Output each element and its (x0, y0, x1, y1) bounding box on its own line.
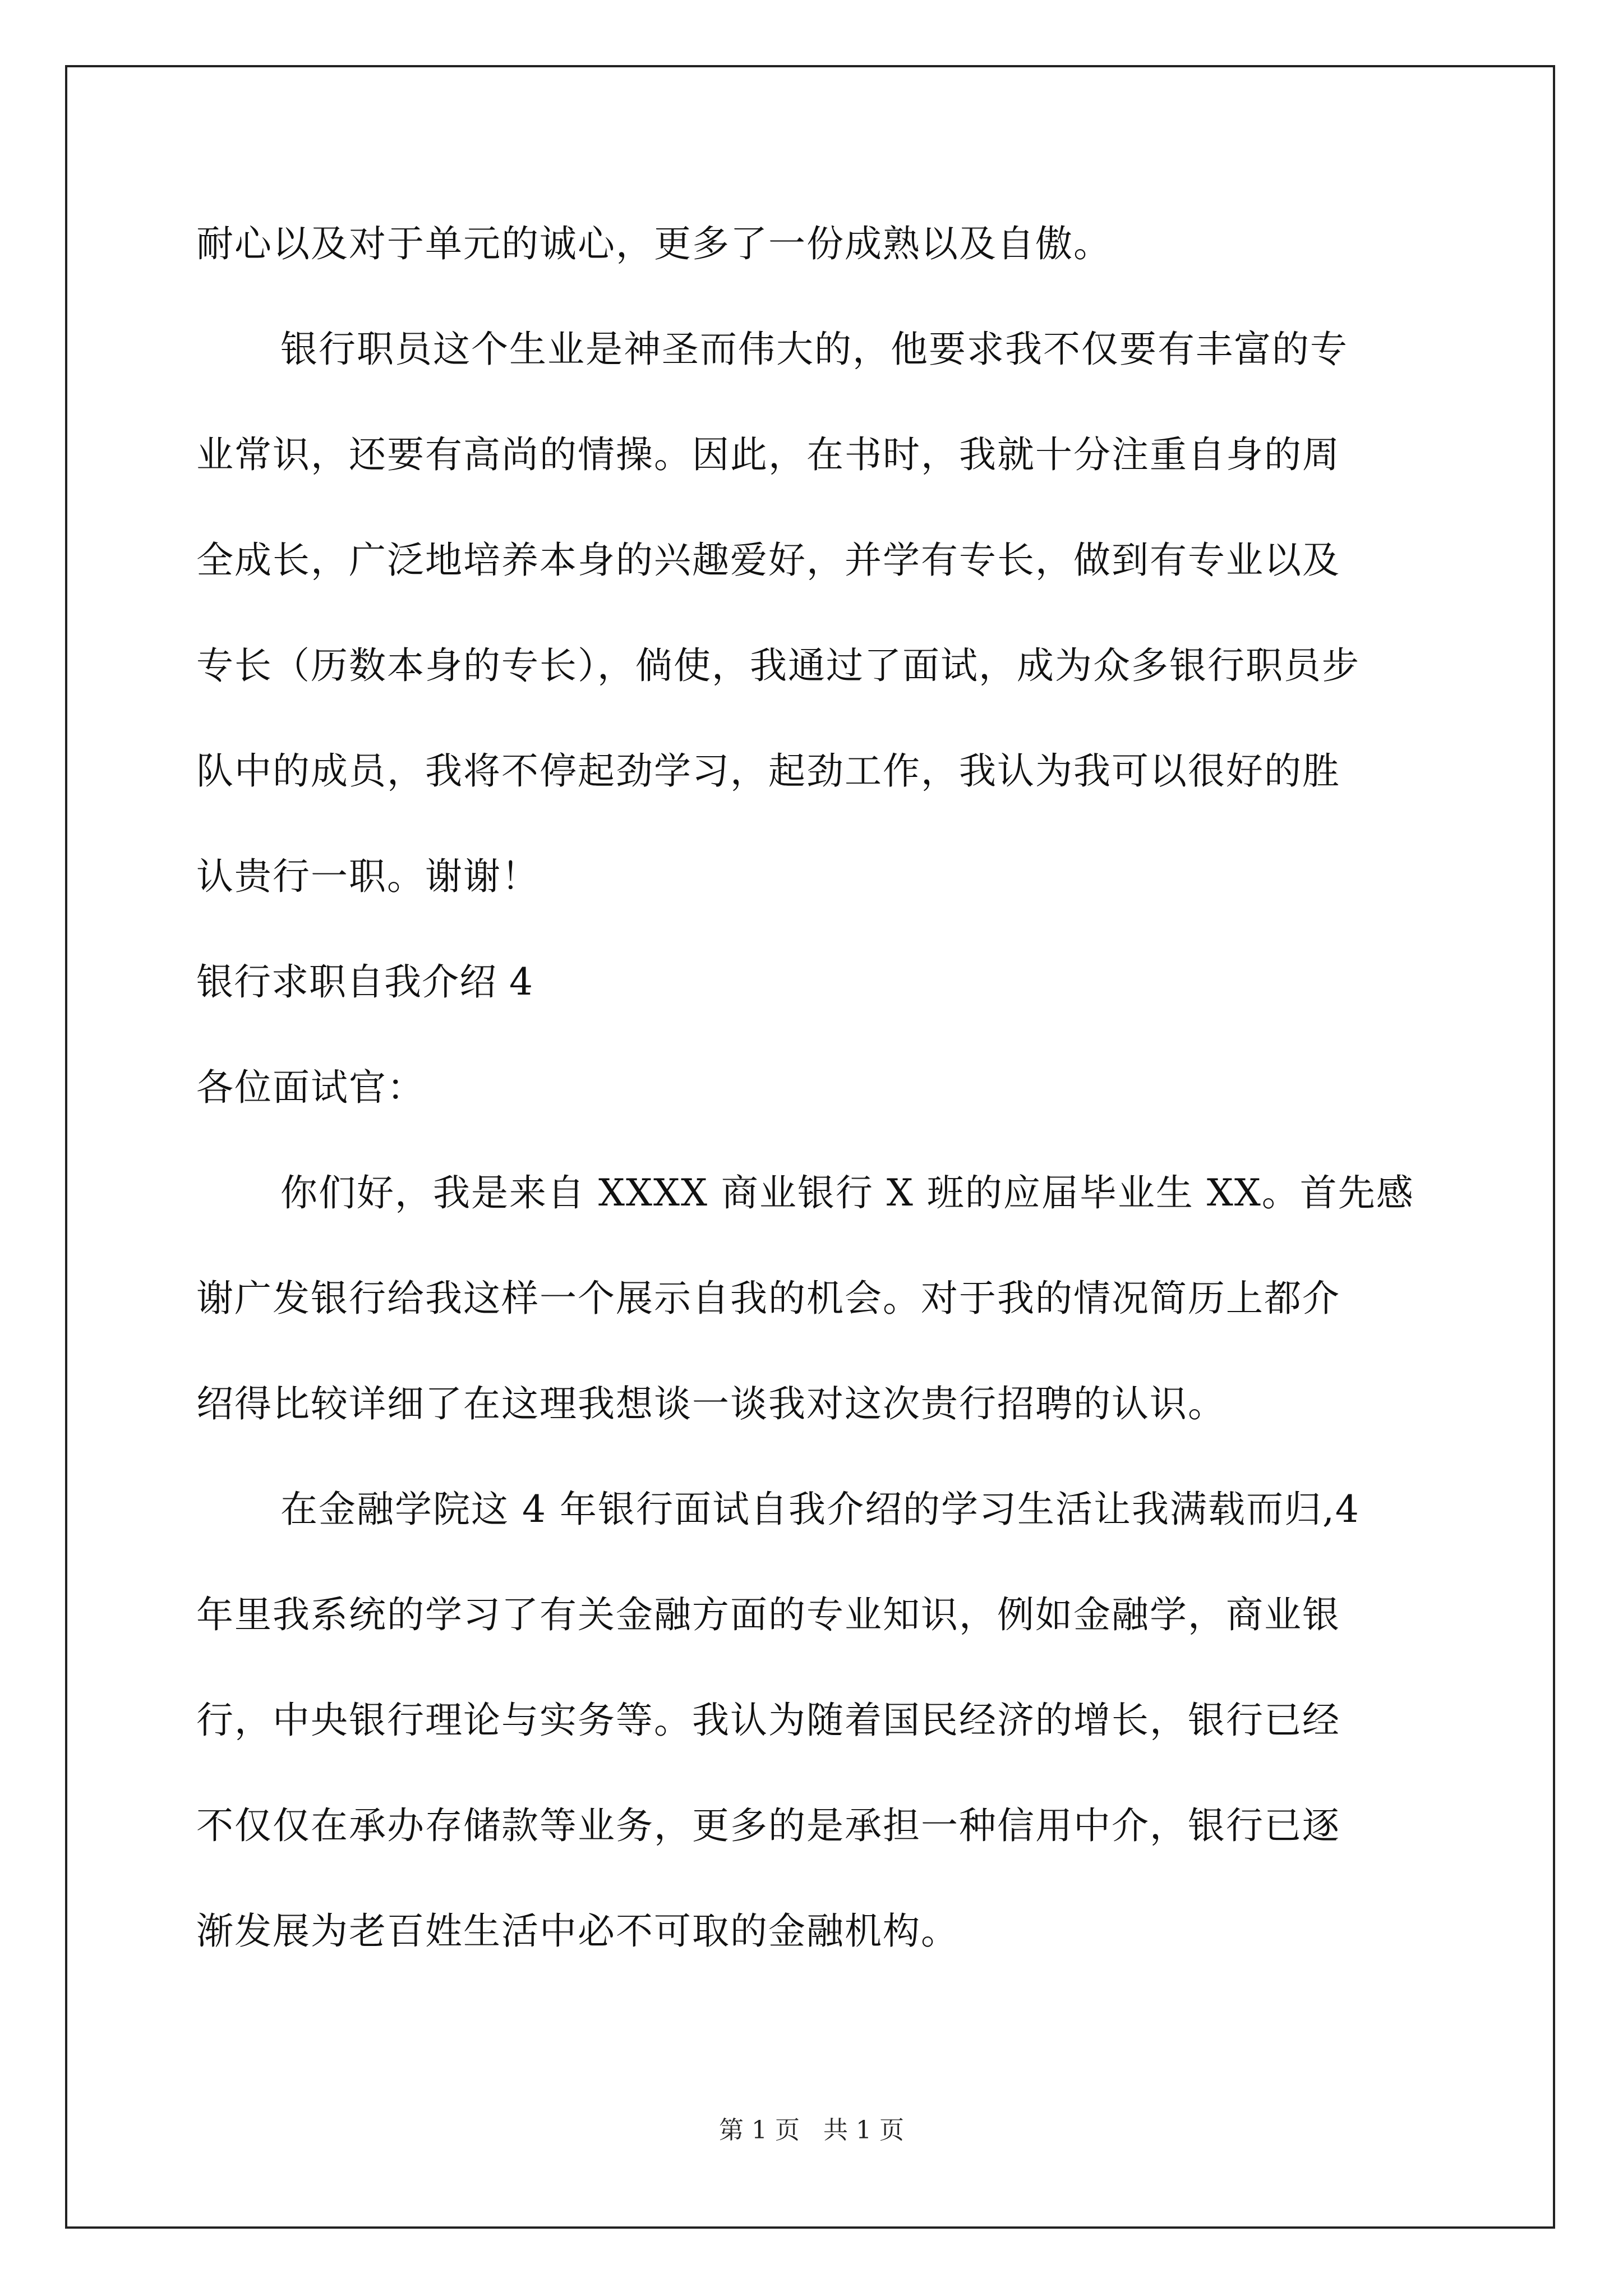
text-line: 年里我系统的学习了有关金融方面的专业知识，例如金融学，商业银 (196, 1593, 1340, 1636)
salutation: 各位面试官： (196, 1066, 425, 1109)
text-line: 谢广发银行给我这样一个展示自我的机会。对于我的情况简历上都介 (196, 1277, 1340, 1320)
paragraph-start: 银行职员这个生业是神圣而伟大的，他要求我不仅要有丰富的专 (280, 328, 1348, 371)
page-footer (0, 2114, 1623, 2147)
text-line: 全成长，广泛地培养本身的兴趣爱好，并学有专长，做到有专业以及 (196, 539, 1340, 582)
text-line: 绍得比较详细了在这理我想谈一谈我对这次贵行招聘的认识。 (196, 1382, 1226, 1425)
text-line: 不仅仅在承办存储款等业务，更多的是承担一种信用中介，银行已逐 (196, 1804, 1340, 1847)
text-line: 行，中央银行理论与实务等。我认为随着国民经济的增长，银行已经 (196, 1699, 1340, 1742)
text-line: 业常识，还要有高尚的情操。因此，在书时，我就十分注重自身的周 (196, 433, 1340, 476)
page-number: 第 1 页 (719, 2116, 800, 2145)
text-line: 渐发展为老百姓生活中必不可取的金融机构。 (196, 1910, 959, 1953)
paragraph-start: 你们好，我是来自 XXXX 商业银行 X 班的应届毕业生 XX。首先感 (280, 1171, 1414, 1214)
text-line: 认贵行一职。谢谢！ (196, 855, 540, 898)
section-heading: 银行求职自我介绍 4 (196, 960, 533, 1004)
document-body (196, 213, 1430, 2006)
text-line: 耐心以及对于单元的诚心，更多了一份成熟以及自傲。 (196, 222, 1112, 265)
page-total: 共 1 页 (823, 2116, 904, 2145)
text-line: 专长（历数本身的专长），倘使，我通过了面试，成为众多银行职员步 (196, 644, 1360, 687)
text-line: 队中的成员，我将不停起劲学习，起劲工作，我认为我可以很好的胜 (196, 749, 1340, 793)
paragraph-start: 在金融学院这 4 年银行面试自我介绍的学习生活让我满载而归,4 (280, 1488, 1360, 1531)
